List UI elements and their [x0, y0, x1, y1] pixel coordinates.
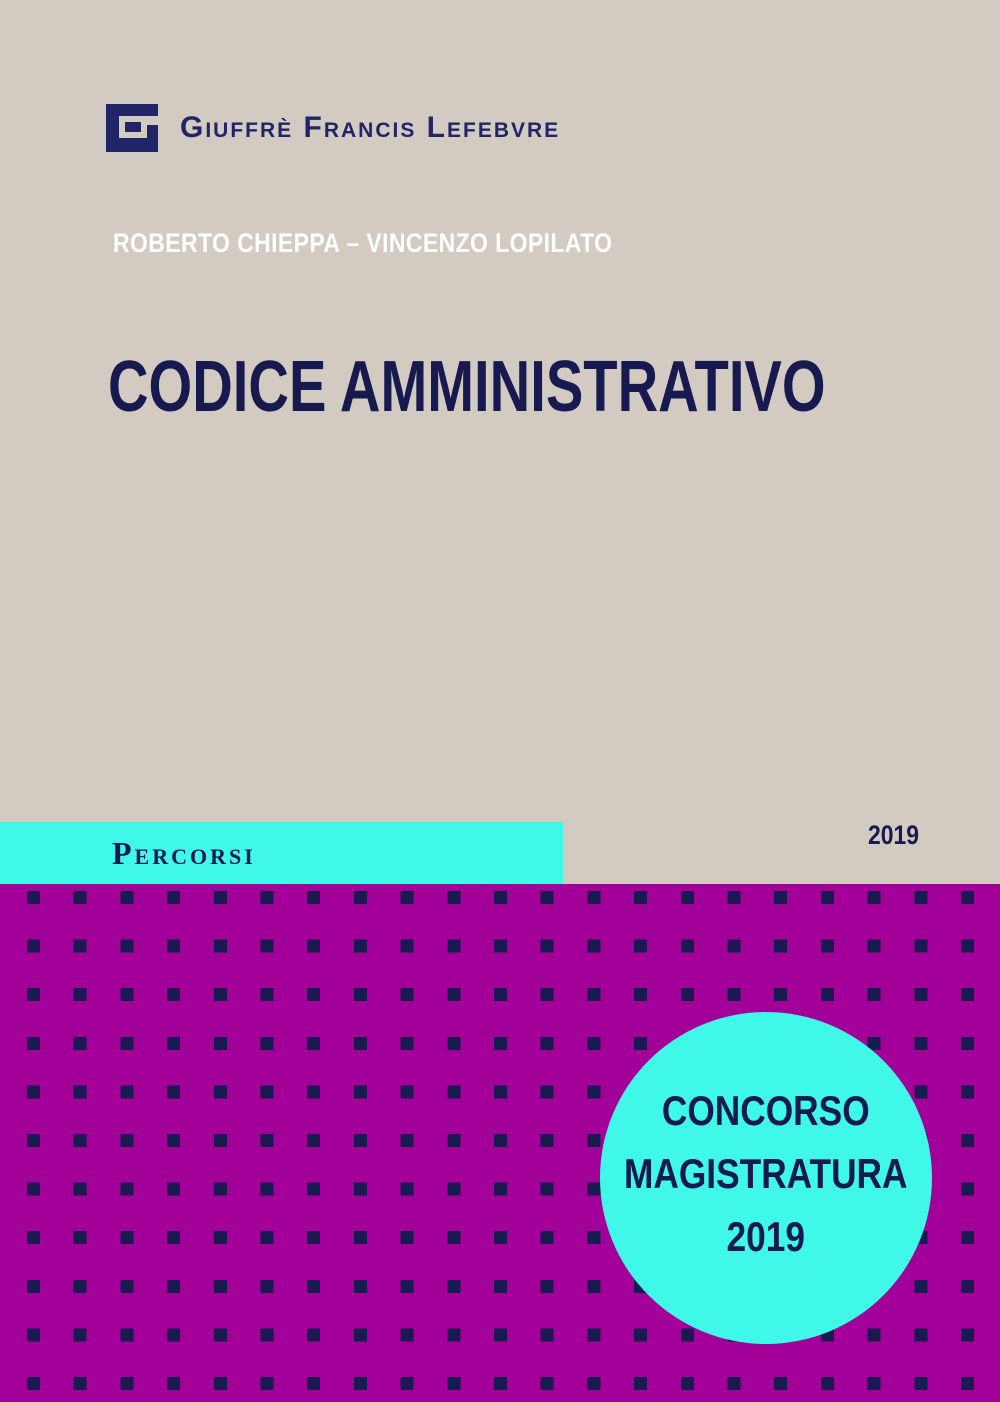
giuffre-logo-icon [106, 104, 158, 152]
publisher-name: Giuffrè Francis Lefebvre [180, 111, 561, 144]
series-name: Percorsi [112, 835, 256, 871]
badge-line-concorso: CONCORSO [662, 1086, 870, 1134]
badge-text [624, 1079, 908, 1268]
concorso-badge [600, 1012, 932, 1344]
edition-year: 2019 [868, 820, 920, 850]
series-strip [0, 822, 563, 884]
badge-line-year: 2019 [726, 1212, 806, 1260]
badge-line-magistratura: MAGISTRATURA [624, 1149, 908, 1197]
publisher-brand [106, 104, 560, 152]
authors-line: ROBERTO CHIEPPA – VINCENZO LOPILATO [113, 228, 613, 258]
book-title: CODICE AMMINISTRATIVO [108, 347, 826, 427]
